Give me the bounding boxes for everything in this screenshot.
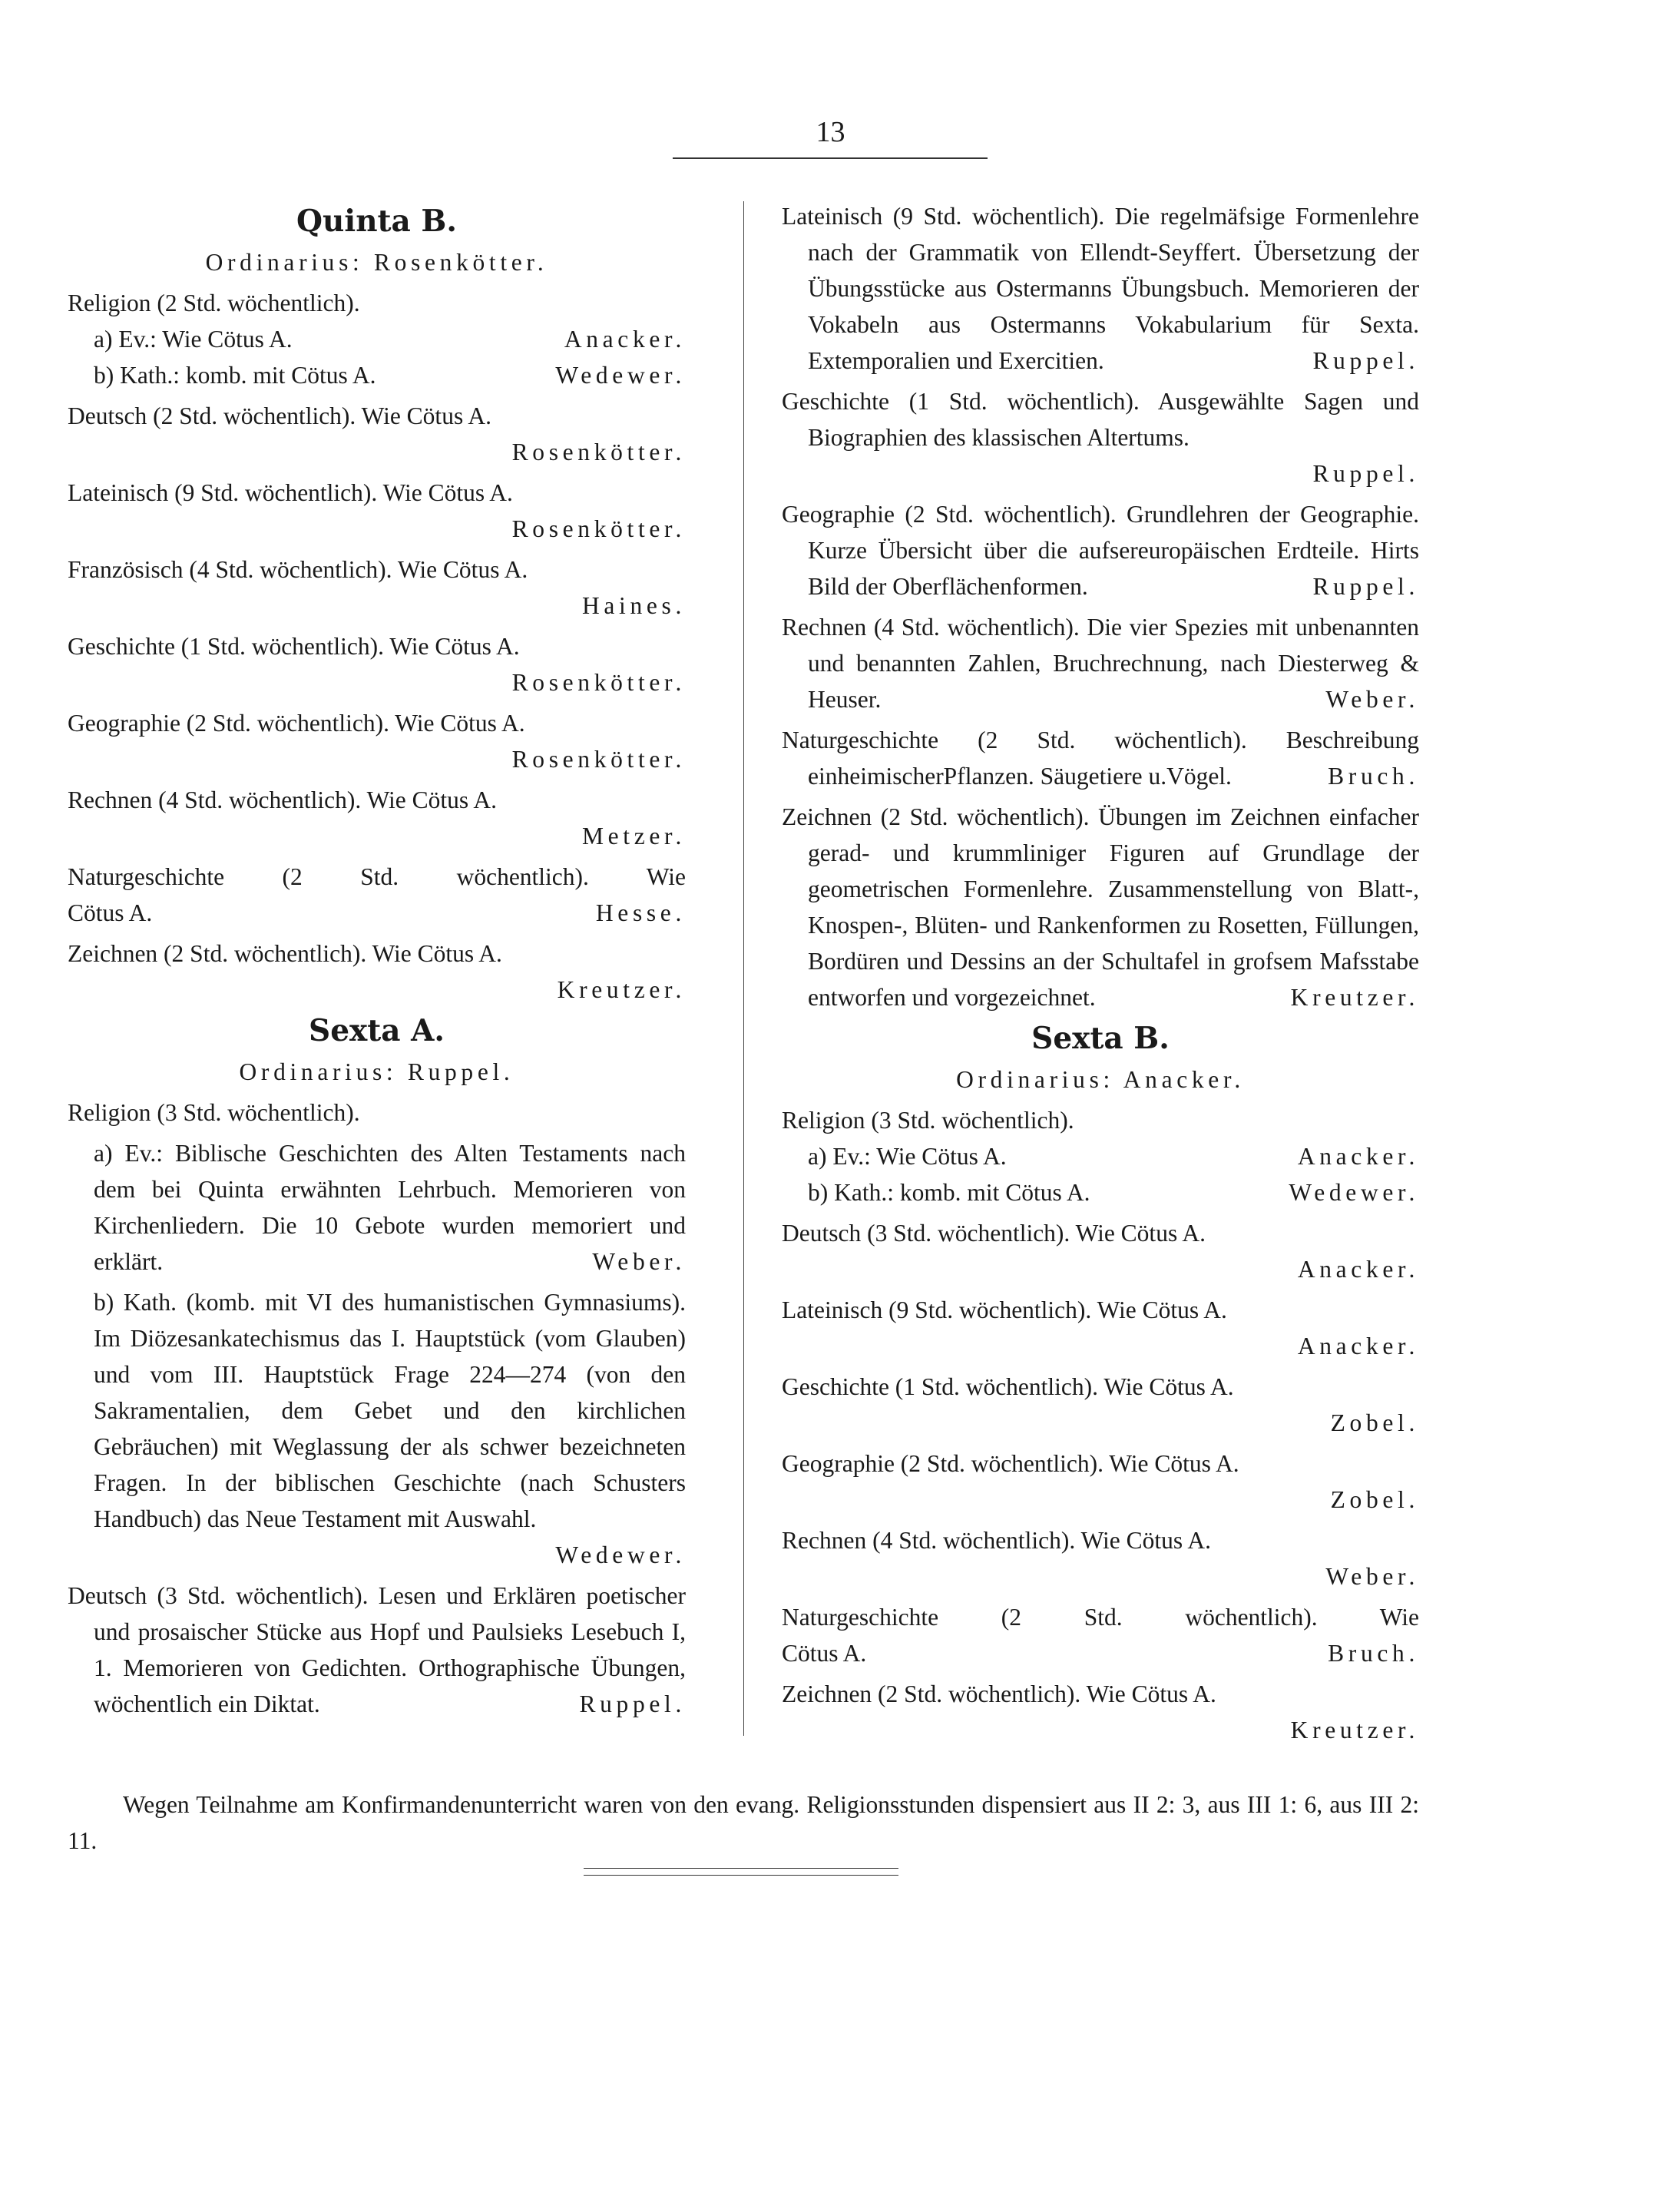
quinta-natur <box>68 859 686 931</box>
quinta-deutsch <box>68 398 686 470</box>
sexta-a-natur <box>782 722 1419 794</box>
footnote: Wegen Teilnahme am Konfirmandenunterricht waren von den evang. Religionsstunden dispensiert aus II 2: 3, aus III 1: 6, aus III 2: 11. <box>68 1790 1419 1854</box>
sexta-b-latein-teacher: Anacker. <box>1297 1333 1419 1359</box>
sexta-a-religion-ev-teacher: Weber. <box>592 1248 686 1275</box>
quinta-deutsch-text: Deutsch (2 Std. wöchentlich). Wie Cötus A. <box>68 402 491 429</box>
sexta-b-religion-kath <box>782 1174 1419 1210</box>
sexta-a-geo-text: Geographie (2 Std. wöchentlich). Grundlehren der Geographie. Kurze Übersicht über die aufsereuropäischen Erdteile. Hirts Bild der Oberflächenformen. <box>782 501 1419 600</box>
sexta-a-religion-ev-text: a) Ev.: Biblische Geschichten des Alten Testaments nach dem bei Quinta erwähnten Lehrbuch. Memorieren von Kirchenliedern. Die 10 Gebote wurden memoriert und erklärt. <box>94 1140 686 1275</box>
quinta-latein-text: Lateinisch (9 Std. wöchentlich). Wie Cötus A. <box>68 479 513 506</box>
sexta-a-zeichnen-teacher: Kreutzer. <box>1290 984 1419 1011</box>
sexta-b-zeichnen-teacher: Kreutzer. <box>1290 1717 1419 1743</box>
sexta-a-zeichnen <box>782 799 1419 1015</box>
column-divider <box>743 201 744 1736</box>
sexta-b-religion-heading: Religion (3 Std. wöchentlich). <box>782 1107 1074 1134</box>
left-column <box>68 198 686 1722</box>
quinta-religion-heading: Religion (2 Std. wöchentlich). <box>68 290 360 316</box>
quinta-b-ordinarius: Ordinarius: Rosenkötter. <box>205 249 548 276</box>
quinta-zeichnen <box>68 935 686 1008</box>
sexta-b-deutsch <box>782 1215 1419 1287</box>
sexta-b-natur-teacher: Bruch. <box>1328 1640 1419 1667</box>
quinta-rechnen-teacher: Metzer. <box>581 823 686 849</box>
quinta-b-heading: Quinta B. <box>296 204 457 239</box>
quinta-franz-teacher: Haines. <box>581 592 686 619</box>
page-number: 13 <box>816 116 845 148</box>
quinta-latein <box>68 475 686 547</box>
sexta-a-rechnen-teacher: Weber. <box>1325 686 1419 713</box>
sexta-a-gesch-teacher: Ruppel. <box>1312 460 1419 487</box>
sexta-a-gesch <box>782 383 1419 492</box>
sexta-b-natur <box>782 1599 1419 1671</box>
quinta-zeichnen-teacher: Kreutzer. <box>557 976 686 1003</box>
header-rule <box>673 157 988 159</box>
sexta-b-geo <box>782 1445 1419 1518</box>
quinta-religion-kath <box>68 357 686 393</box>
sexta-b-latein-text: Lateinisch (9 Std. wöchentlich). Wie Cötus A. <box>782 1296 1227 1323</box>
sexta-a-deutsch-text: Deutsch (3 Std. wöchentlich). Lesen und Erklären poetischer und prosaischer Stücke aus Hopf und Paulsieks Lesebuch I, 1. Memorieren von Gedichten. Orthographische Übungen, wöchentlich ein Diktat. <box>68 1582 686 1717</box>
quinta-geo-text: Geographie (2 Std. wöchentlich). Wie Cötus A. <box>68 710 525 737</box>
quinta-gesch-text: Geschichte (1 Std. wöchentlich). Wie Cötus A. <box>68 633 520 660</box>
sexta-a-religion-ev <box>68 1135 686 1280</box>
sexta-b-deutsch-text: Deutsch (3 Std. wöchentlich). Wie Cötus A. <box>782 1220 1206 1247</box>
quinta-franz <box>68 551 686 624</box>
quinta-religion-ev-text: a) Ev.: Wie Cötus A. <box>94 326 293 353</box>
sexta-b-religion-kath-text: b) Kath.: komb. mit Cötus A. <box>808 1179 1090 1206</box>
sexta-b-gesch-teacher: Zobel. <box>1330 1409 1419 1436</box>
sexta-a-deutsch <box>68 1578 686 1722</box>
sexta-a-natur-text: Naturgeschichte (2 Std. wöchentlich). Beschreibung einheimischerPflanzen. Säugetiere u.Vögel. <box>782 727 1419 790</box>
sexta-a-natur-teacher: Bruch. <box>1328 763 1419 790</box>
sexta-b-religion-ev-text: a) Ev.: Wie Cötus A. <box>808 1143 1007 1170</box>
quinta-geo-teacher: Rosenkötter. <box>511 746 686 773</box>
sexta-b-gesch <box>782 1369 1419 1441</box>
quinta-rechnen <box>68 782 686 854</box>
quinta-zeichnen-text: Zeichnen (2 Std. wöchentlich). Wie Cötus A. <box>68 940 502 967</box>
sexta-b-natur-text: Naturgeschichte (2 Std. wöchentlich). Wie <box>782 1604 1419 1631</box>
quinta-gesch-teacher: Rosenkötter. <box>511 669 686 696</box>
sexta-b-religion-kath-teacher: Wedewer. <box>1289 1179 1419 1206</box>
sexta-b-rechnen-teacher: Weber. <box>1325 1563 1419 1590</box>
sexta-a-latein <box>782 198 1419 379</box>
sexta-a-deutsch-teacher: Ruppel. <box>579 1690 686 1717</box>
quinta-natur-text: Naturgeschichte (2 Std. wöchentlich). Wie <box>68 863 686 890</box>
right-column <box>782 198 1419 1748</box>
sexta-a-geo-teacher: Ruppel. <box>1312 573 1419 600</box>
sexta-b-religion-ev-teacher: Anacker. <box>1297 1143 1419 1170</box>
sexta-b-gesch-text: Geschichte (1 Std. wöchentlich). Wie Cötus A. <box>782 1373 1234 1400</box>
sexta-b-ordinarius: Ordinarius: Anacker. <box>956 1066 1245 1093</box>
quinta-deutsch-teacher: Rosenkötter. <box>511 439 686 465</box>
sexta-b-rechnen <box>782 1522 1419 1594</box>
sexta-a-religion-kath <box>68 1284 686 1573</box>
sexta-b-heading: Sexta B. <box>1031 1021 1170 1056</box>
quinta-natur-line2 <box>68 895 686 931</box>
quinta-latein-teacher: Rosenkötter. <box>511 515 686 542</box>
quinta-franz-text: Französisch (4 Std. wöchentlich). Wie Cötus A. <box>68 556 528 583</box>
quinta-religion-ev-teacher: Anacker. <box>564 326 686 353</box>
sexta-b-natur-text2: Cötus A. <box>782 1640 867 1667</box>
sexta-b-deutsch-teacher: Anacker. <box>1297 1256 1419 1283</box>
quinta-rechnen-text: Rechnen (4 Std. wöchentlich). Wie Cötus A. <box>68 786 497 813</box>
sexta-a-latein-teacher: Ruppel. <box>1312 347 1419 374</box>
sexta-b-geo-teacher: Zobel. <box>1330 1486 1419 1513</box>
sexta-b-religion-ev <box>782 1138 1419 1174</box>
sexta-a-latein-text: Lateinisch (9 Std. wöchentlich). Die regelmäfsige Formenlehre nach der Grammatik von Ellendt-Seyffert. Übersetzung der Übungsstücke aus Ostermanns Übungsbuch. Memorieren der Vokabeln aus Ostermanns Vokabularium für Sexta. Extemporalien und Exercitien. <box>782 203 1419 374</box>
sexta-a-ordinarius: Ordinarius: Ruppel. <box>239 1058 515 1085</box>
quinta-religion-ev <box>68 321 686 357</box>
sexta-a-geo <box>782 496 1419 604</box>
quinta-religion-kath-text: b) Kath.: komb. mit Cötus A. <box>94 362 376 389</box>
sexta-a-heading: Sexta A. <box>309 1013 445 1048</box>
sexta-a-religion-kath-teacher: Wedewer. <box>555 1541 686 1568</box>
quinta-geo <box>68 705 686 777</box>
quinta-gesch <box>68 628 686 700</box>
bottom-double-rule <box>584 1868 898 1876</box>
sexta-b-rechnen-text: Rechnen (4 Std. wöchentlich). Wie Cötus A. <box>782 1527 1211 1554</box>
quinta-natur-teacher: Hesse. <box>595 899 686 926</box>
sexta-b-latein <box>782 1292 1419 1364</box>
sexta-a-religion-heading: Religion (3 Std. wöchentlich). <box>68 1099 360 1126</box>
sexta-b-geo-text: Geographie (2 Std. wöchentlich). Wie Cötus A. <box>782 1450 1239 1477</box>
sexta-a-religion-kath-text: b) Kath. (komb. mit VI des humanistischen Gymnasiums). Im Diözesankatechismus das I. Hauptstück (vom Glauben) und vom III. Hauptstück Frage 224—274 (von den Sakramentalien, dem Gebet und den kirchlichen Gebräuchen) mit Weglassung der als schwer bezeichneten Fragen. In der biblischen Geschichte (nach Schusters Handbuch) das Neue Testament mit Auswahl. <box>94 1289 686 1532</box>
quinta-religion-kath-teacher: Wedewer. <box>555 362 686 389</box>
sexta-b-zeichnen-text: Zeichnen (2 Std. wöchentlich). Wie Cötus A. <box>782 1681 1216 1707</box>
sexta-a-rechnen-text: Rechnen (4 Std. wöchentlich). Die vier Spezies mit unbenannten und benannten Zahlen, Bruchrechnung, nach Diesterweg & Heuser. <box>782 614 1419 713</box>
sexta-a-gesch-text: Geschichte (1 Std. wöchentlich). Ausgewählte Sagen und Biographien des klassischen Altertums. <box>782 388 1419 451</box>
sexta-a-rechnen <box>782 609 1419 717</box>
quinta-natur-text2: Cötus A. <box>68 899 153 926</box>
sexta-a-zeichnen-text: Zeichnen (2 Std. wöchentlich). Übungen im Zeichnen einfacher gerad- und krummliniger Figuren auf Grundlage der geometrischen Formenlehre. Zusammenstellung von Blatt-, Knospen-, Blüten- und Rankenformen zu Rosetten, Füllungen, Bordüren und Dessins an der Schultafel in grofsem Mafsstabe entworfen und vorgezeichnet. <box>782 803 1419 1011</box>
sexta-b-zeichnen <box>782 1676 1419 1748</box>
sexta-b-natur-line2 <box>782 1635 1419 1671</box>
